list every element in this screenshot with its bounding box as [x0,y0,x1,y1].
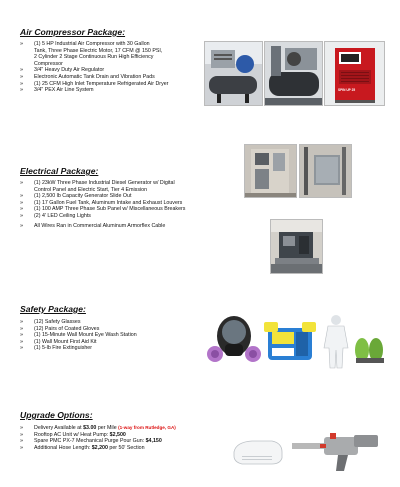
safety-title: Safety Package: [20,304,86,314]
upgrade-list [20,425,176,451]
list-item: » (12) Pairs of Coated Gloves [20,326,137,333]
protective-suit-icon [321,314,351,370]
generator-cabinet-photo [244,144,297,198]
list-item: » (1) 25 CFM High Inlet Temperature Refrigerated Air Dryer [20,81,168,88]
list-item: » 3/4" Heavy Duty Air Regulator [20,67,168,74]
list-item: » (12) Safety Glasses [20,319,137,326]
air-dryer-photo [324,41,385,106]
list-item: » 3/4" PEX Air Line System [20,87,168,94]
eye-wash-station-icon [264,318,316,364]
safety-list [20,319,137,352]
electrical-list [20,180,185,229]
air-compressor-photo [204,41,263,106]
list-item: » (1) 2,500 lb Capacity Generator Slide Out [20,193,185,200]
list-item: » (1) 15-Minute Wall Mount Eye Wash Station [20,332,137,339]
sub-panel-photo [299,144,352,198]
list-item: » (1) 23kW Three Phase Industrial Diesel Generator w/ Digital Control Panel and Electric Start, Tier 4 Emission [20,180,185,193]
list-item: » Rooftop AC Unit w/ Heat Pump: $2,500 [20,432,176,439]
list-item: » (2) 4' LED Ceiling Lights [20,213,185,220]
list-item: » (1) 17 Gallon Fuel Tank, Aluminum Intake and Exhaust Louvers [20,200,185,207]
air-compressor-title: Air Compressor Package: [20,27,126,37]
respirator-mask-icon [207,314,261,366]
gloves-icon [352,328,388,364]
list-item: » (1) 100 AMP Three Phase Sub Panel w/ Miscellaneous Breakers [20,206,185,213]
list-item: » (1) 5-lb Fire Extinguisher [20,345,137,352]
list-item: » (1) Wall Mount First Aid Kit [20,339,137,346]
air-compressor-list [20,41,168,94]
electrical-title: Electrical Package: [20,166,99,176]
list-item: » Spare PMC PX-7 Mechanical Purge Pour Gun: $4,150 [20,438,176,445]
compressor-installed-photo [264,41,323,106]
upgrade-title: Upgrade Options: [20,410,93,420]
list-item: » (1) 5 HP Industrial Air Compressor with 30 Gallon Tank, Three Phase Electric Motor, 17 CFM @ 150 PSI, 2 Cylinder 2 Stage Continuous Run High Efficiency Compressor [20,41,168,67]
dryer-label: SPIN UP 25 [338,88,356,92]
list-item: » All Wires Ran in Commercial Aluminum Armorflex Cable [20,223,185,230]
list-item: » Electronic Automatic Tank Drain and Vibration Pads [20,74,168,81]
list-item: » Additional Hose Length: $2,200 per 50' Section [20,445,176,452]
rooftop-ac-icon [232,438,284,466]
pour-gun-icon [290,423,386,473]
list-item: » Delivery Available at $3.00 per Mile (1-way from Rutledge, GA) [20,425,176,432]
generator-slideout-photo [270,219,323,274]
